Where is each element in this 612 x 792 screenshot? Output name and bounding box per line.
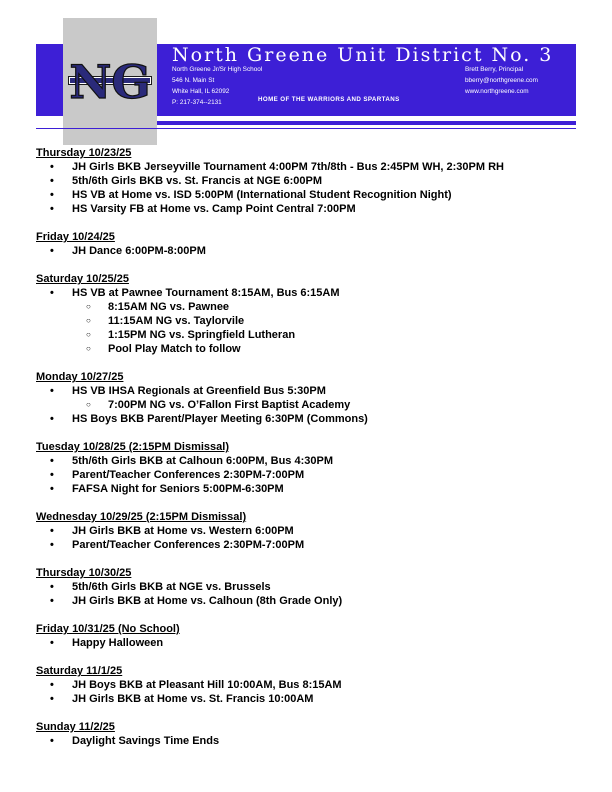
event-text: Daylight Savings Time Ends bbox=[72, 735, 220, 747]
event-item bbox=[36, 580, 596, 594]
schedule-day bbox=[36, 146, 596, 216]
sub-event-item: ○ 8:15AM NG vs. Pawnee bbox=[36, 300, 596, 314]
school-city: White Hall, IL 62092 bbox=[172, 88, 230, 95]
event-text: FAFSA Night for Seniors 5:00PM-6:30PM bbox=[72, 483, 284, 495]
event-list bbox=[36, 734, 596, 748]
event-item bbox=[36, 594, 596, 608]
event-item bbox=[36, 468, 596, 482]
event-text: HS VB IHSA Regionals at Greenfield Bus 5:30PM bbox=[72, 385, 326, 397]
event-text: JH Girls BKB at Home vs. St. Francis 10:00AM bbox=[72, 693, 314, 705]
event-item bbox=[36, 244, 596, 258]
principal-name: Brett Berry, Principal bbox=[465, 66, 524, 73]
schedule-day bbox=[36, 272, 596, 356]
schedule-day bbox=[36, 440, 596, 496]
event-item bbox=[36, 384, 596, 398]
day-title: Wednesday 10/29/25 (2:15PM Dismissal) bbox=[36, 511, 247, 523]
event-item bbox=[36, 636, 596, 650]
event-item bbox=[36, 538, 596, 552]
event-text: Parent/Teacher Conferences 2:30PM-7:00PM bbox=[72, 469, 305, 481]
event-list bbox=[36, 636, 596, 650]
day-title: Friday 10/24/25 bbox=[36, 231, 115, 243]
event-item bbox=[36, 734, 596, 748]
event-text: 5th/6th Girls BKB vs. St. Francis at NGE 6:00PM bbox=[72, 175, 323, 187]
day-title: Monday 10/27/25 bbox=[36, 371, 124, 383]
event-item bbox=[36, 678, 596, 692]
event-list bbox=[36, 454, 596, 496]
event-text: 5th/6th Girls BKB at Calhoun 6:00PM, Bus 4:30PM bbox=[72, 455, 333, 467]
day-title: Thursday 10/23/25 bbox=[36, 147, 132, 159]
district-name: North Greene Unit District No. 3 bbox=[172, 44, 554, 66]
event-text: Happy Halloween bbox=[72, 637, 164, 649]
event-text: HS Boys BKB Parent/Player Meeting 6:30PM (Commons) bbox=[72, 413, 368, 425]
logo-text: NG bbox=[69, 55, 151, 108]
event-item bbox=[36, 482, 596, 496]
school-motto: HOME OF THE WARRIORS AND SPARTANS bbox=[258, 96, 400, 103]
event-item bbox=[36, 160, 596, 174]
weekly-schedule bbox=[36, 146, 596, 762]
day-title: Tuesday 10/28/25 (2:15PM Dismissal) bbox=[36, 441, 230, 453]
schedule-day bbox=[36, 566, 596, 608]
event-list bbox=[36, 678, 596, 706]
day-title: Saturday 11/1/25 bbox=[36, 665, 123, 677]
event-text: HS VB at Home vs. ISD 5:00PM (International Student Recognition Night) bbox=[72, 189, 452, 201]
schedule-day bbox=[36, 230, 596, 258]
header-thin-rule bbox=[36, 128, 576, 129]
event-item bbox=[36, 188, 596, 202]
school-phone: P: 217-374--2131 bbox=[172, 99, 222, 106]
event-list bbox=[36, 244, 596, 258]
header-rule bbox=[157, 121, 576, 125]
event-text: JH Girls BKB at Home vs. Western 6:00PM bbox=[72, 525, 294, 537]
schedule-day bbox=[36, 720, 596, 748]
school-name: North Greene Jr/Sr High School bbox=[172, 66, 263, 73]
school-address: 546 N. Main St bbox=[172, 77, 215, 84]
event-list bbox=[36, 286, 596, 356]
schedule-day bbox=[36, 664, 596, 706]
event-text: 5th/6th Girls BKB at NGE vs. Brussels bbox=[72, 581, 271, 593]
day-title: Saturday 10/25/25 bbox=[36, 273, 129, 285]
event-item bbox=[36, 202, 596, 216]
day-title: Sunday 11/2/25 bbox=[36, 721, 115, 733]
event-list bbox=[36, 384, 596, 426]
schedule-day bbox=[36, 370, 596, 426]
schedule-day bbox=[36, 622, 596, 650]
sub-event-item: ○ 11:15AM NG vs. Taylorvile bbox=[36, 314, 596, 328]
principal-contact bbox=[465, 64, 538, 97]
principal-email: bberry@northgreene.com bbox=[465, 77, 538, 84]
sub-event-item: ○ 1:15PM NG vs. Springfield Lutheran bbox=[36, 328, 596, 342]
event-text: Parent/Teacher Conferences 2:30PM-7:00PM bbox=[72, 539, 305, 551]
sub-event-list bbox=[36, 300, 596, 356]
event-text: HS Varsity FB at Home vs. Camp Point Central 7:00PM bbox=[72, 203, 356, 215]
event-item bbox=[36, 174, 596, 188]
schedule-day bbox=[36, 510, 596, 552]
school-contact bbox=[172, 64, 262, 108]
school-website: www.northgreene.com bbox=[465, 88, 529, 95]
day-title: Thursday 10/30/25 bbox=[36, 567, 132, 579]
event-text: HS VB at Pawnee Tournament 8:15AM, Bus 6:15AM bbox=[72, 287, 340, 299]
event-text: JH Dance 6:00PM-8:00PM bbox=[72, 245, 206, 257]
event-item bbox=[36, 454, 596, 468]
sub-event-item: ○ 7:00PM NG vs. O’Fallon First Baptist Academy bbox=[36, 398, 596, 412]
event-text: JH Girls BKB at Home vs. Calhoun (8th Grade Only) bbox=[72, 595, 343, 607]
ng-logo bbox=[63, 52, 157, 108]
event-item bbox=[36, 692, 596, 706]
day-title: Friday 10/31/25 (No School) bbox=[36, 623, 180, 635]
sub-event-list bbox=[36, 398, 596, 412]
event-list bbox=[36, 580, 596, 608]
sub-event-item: ○ Pool Play Match to follow bbox=[36, 342, 596, 356]
event-item bbox=[36, 524, 596, 538]
event-text: JH Girls BKB Jerseyville Tournament 4:00PM 7th/8th - Bus 2:45PM WH, 2:30PM RH bbox=[72, 161, 504, 173]
event-list bbox=[36, 524, 596, 552]
event-list bbox=[36, 160, 596, 216]
event-item bbox=[36, 286, 596, 300]
event-item bbox=[36, 412, 596, 426]
event-text: JH Boys BKB at Pleasant Hill 10:00AM, Bus 8:15AM bbox=[72, 679, 342, 691]
